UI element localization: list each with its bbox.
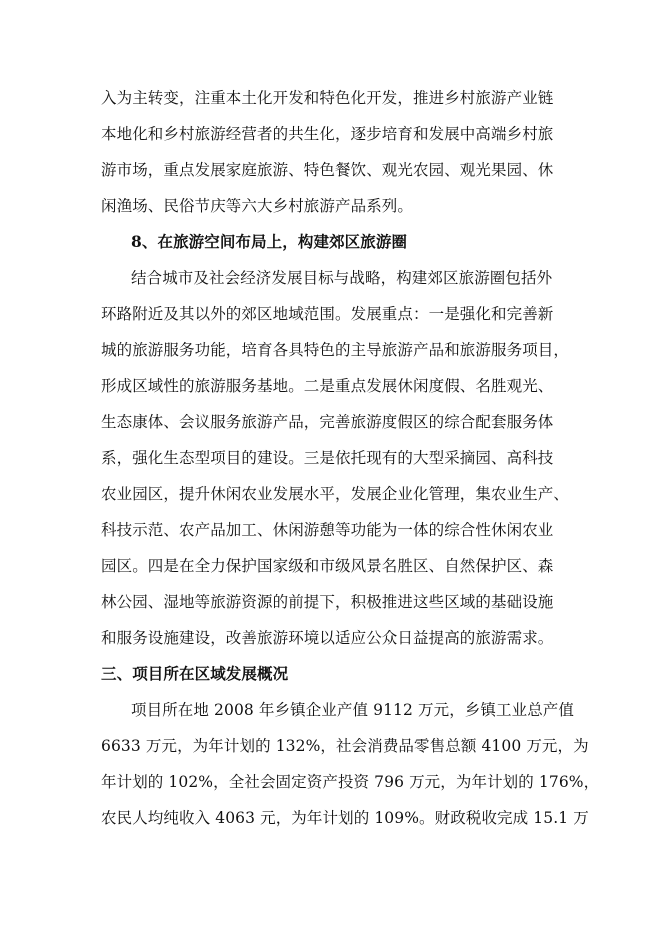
paragraph-1-line-4: 闲渔场、民俗节庆等六大乡村旅游产品系列。 — [101, 197, 414, 215]
paragraph-2-line-9: 园区。四是在全力保护国家级和市级风景名胜区、自然保护区、森 — [101, 557, 554, 575]
paragraph-2-line-1: 结合城市及社会经济发展目标与战略，构建郊区旅游圈包括外 — [131, 269, 553, 287]
paragraph-2-line-2: 环路附近及其以外的郊区地域范围。发展重点：一是强化和完善新 — [101, 305, 554, 323]
paragraph-3-line-1: 项目所在地 2008 年乡镇企业产值 9112 万元，乡镇工业总产值 — [131, 701, 575, 719]
paragraph-3-line-2: 6633 万元，为年计划的 132%，社会消费品零售总额 4100 万元，为 — [101, 737, 589, 755]
paragraph-2-line-3: 城的旅游服务功能，培育各具特色的主导旅游产品和旅游服务项目， — [101, 341, 570, 359]
paragraph-3-line-3: 年计划的 102%，全社会固定资产投资 796 万元，为年计划的 176%， — [101, 773, 600, 791]
section-heading-3: 三、项目所在区域发展概况 — [101, 664, 289, 683]
paragraph-2-line-7: 农业园区，提升休闲农业发展水平，发展企业化管理，集农业生产、 — [101, 485, 570, 503]
paragraph-2-line-8: 科技示范、农产品加工、休闲游憩等功能为一体的综合性休闲农业 — [101, 521, 554, 539]
paragraph-2-line-10: 林公园、湿地等旅游资源的前提下，积极推进这些区域的基础设施 — [101, 593, 554, 611]
paragraph-2-line-6: 系，强化生态型项目的建设。三是依托现有的大型采摘园、高科技 — [101, 449, 554, 467]
paragraph-1-line-1: 入为主转变，注重本土化开发和特色化开发，推进乡村旅游产业链 — [101, 89, 554, 107]
paragraph-2-line-4: 形成区域性的旅游服务基地。二是重点发展休闲度假、名胜观光、 — [101, 377, 554, 395]
paragraph-1-line-2: 本地化和乡村旅游经营者的共生化，逐步培育和发展中高端乡村旅 — [101, 125, 554, 143]
section-heading-8: 8、在旅游空间布局上，构建郊区旅游圈 — [131, 232, 408, 251]
paragraph-2-line-5: 生态康体、会议服务旅游产品，完善旅游度假区的综合配套服务体 — [101, 413, 554, 431]
paragraph-2-line-11: 和服务设施建设，改善旅游环境以适应公众日益提高的旅游需求。 — [101, 629, 554, 647]
paragraph-1-line-3: 游市场，重点发展家庭旅游、特色餐饮、观光农园、观光果园、休 — [101, 161, 554, 179]
paragraph-3-line-4: 农民人均纯收入 4063 元，为年计划的 109%。财政税收完成 15.1 万 — [101, 809, 589, 827]
